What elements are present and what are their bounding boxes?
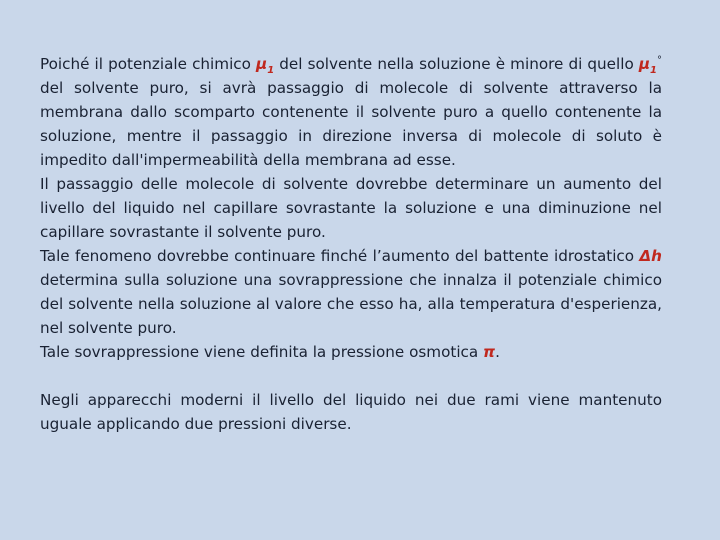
paragraph-osmotic-pressure xyxy=(40,340,662,364)
paragraph-text: Poiché il potenziale chimico xyxy=(40,55,257,73)
mu1-standard-symbol: $\mu_1^\circ$ xyxy=(638,54,662,77)
paragraph-text: Tale fenomeno dovrebbe continuare finché l’aumento del battente idrostatico xyxy=(40,247,640,265)
delta-h-symbol: Δh xyxy=(639,247,662,265)
slide-body xyxy=(40,52,662,436)
paragraph-modern-apparatus: Negli apparecchi moderni il livello del liquido nei due rami viene mantenuto uguale applicando due pressioni diverse. xyxy=(40,391,662,433)
paragraph-text: del solvente puro, si avrà passaggio di molecole di solvente attraverso la membrana dallo scomparto contenente il solvente puro a quello contenente la soluzione, mentre il passaggio in direzione inversa di molecole di soluto è impedito dall'impermeabilità della membrana ad esse. xyxy=(40,79,662,169)
paragraph-hydrostatic-head xyxy=(40,244,662,340)
paragraph-text: del solvente nella soluzione è minore di quello xyxy=(274,55,639,73)
paragraph-text: . xyxy=(495,343,500,361)
mu1-symbol: $\mu_1$ xyxy=(256,55,275,77)
paragraph-text: determina sulla soluzione una sovrappressione che innalza il potenziale chimico del solvente nella soluzione al valore che esso ha, alla temperatura d'esperienza, nel solvente puro. xyxy=(40,271,662,337)
paragraph-capillary-levels: Il passaggio delle molecole di solvente dovrebbe determinare un aumento del livello del liquido nel capillare sovrastante la soluzione e una diminuzione nel capillare sovrastante il solvente puro. xyxy=(40,175,662,241)
paragraph-spacer xyxy=(40,364,662,388)
pi-symbol: π xyxy=(483,343,496,361)
paragraph-text: Tale sovrappressione viene definita la pressione osmotica xyxy=(40,343,484,361)
paragraph-chemical-potential xyxy=(40,52,662,172)
